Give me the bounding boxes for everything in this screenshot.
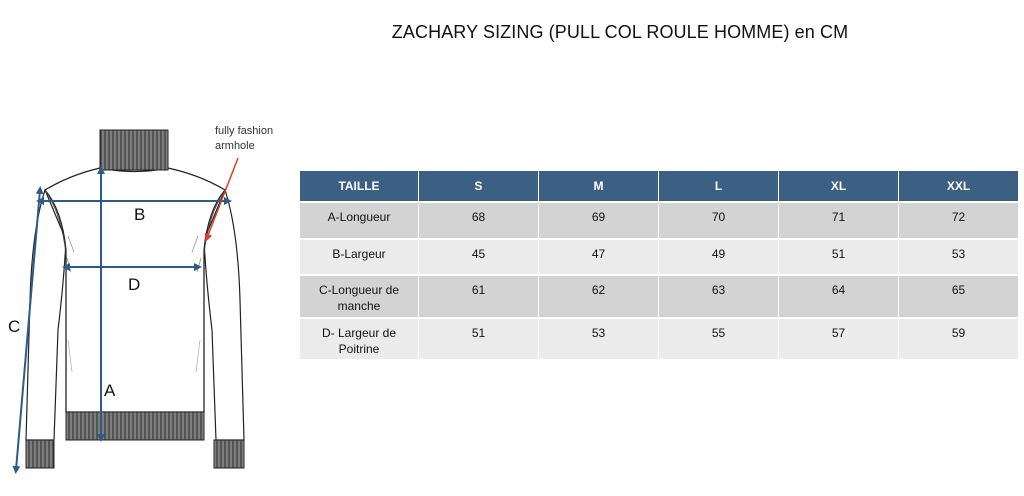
right-sleeve [204, 190, 244, 440]
turtleneck-collar [100, 130, 168, 170]
table-row [300, 319, 1018, 361]
page-title: ZACHARY SIZING (PULL COL ROULE HOMME) en CM [391, 22, 849, 42]
header-taille: TAILLE [300, 171, 418, 203]
table-cell: 68 [419, 203, 538, 240]
header-size-l: L [659, 171, 778, 203]
header-size-m: M [539, 171, 658, 203]
table-row [300, 276, 1018, 319]
row-label: B-Largeur [300, 240, 418, 276]
row-label: A-Longueur [300, 203, 418, 240]
right-cuff [214, 440, 244, 468]
table-cell: 51 [779, 240, 898, 276]
row-label: C-Longueur de manche [300, 276, 418, 319]
sweater-diagram [0, 0, 300, 496]
row-label: D- Largeur de Poitrine [300, 319, 418, 361]
label-a: A [104, 381, 116, 400]
table-cell: 57 [779, 319, 898, 361]
header-size-xxl: XXL [899, 171, 1018, 203]
table-cell: 63 [659, 276, 778, 319]
table-cell: 45 [419, 240, 538, 276]
table-cell: 49 [659, 240, 778, 276]
table-cell: 62 [539, 276, 658, 319]
table-cell: 70 [659, 203, 778, 240]
table-header-row [300, 171, 1018, 203]
left-cuff [26, 440, 54, 468]
table-cell: 71 [779, 203, 898, 240]
table-cell: 51 [419, 319, 538, 361]
header-size-s: S [419, 171, 538, 203]
left-sleeve [26, 190, 66, 440]
header-size-xl: XL [779, 171, 898, 203]
table-cell: 55 [659, 319, 778, 361]
label-c: C [8, 317, 21, 336]
table-cell: 72 [899, 203, 1018, 240]
table-cell: 64 [779, 276, 898, 319]
armhole-note-line1: fully fashion [215, 125, 274, 137]
size-table [299, 171, 1019, 361]
table-cell: 69 [539, 203, 658, 240]
bottom-rib [66, 412, 204, 440]
armhole-note-line2: armhole [215, 140, 255, 152]
table-row [300, 240, 1018, 276]
table-cell: 59 [899, 319, 1018, 361]
table-row [300, 203, 1018, 240]
label-b: B [134, 205, 146, 224]
label-d: D [128, 275, 141, 294]
table-cell: 47 [539, 240, 658, 276]
table-cell: 61 [419, 276, 538, 319]
table-cell: 53 [899, 240, 1018, 276]
table-cell: 65 [899, 276, 1018, 319]
table-cell: 53 [539, 319, 658, 361]
